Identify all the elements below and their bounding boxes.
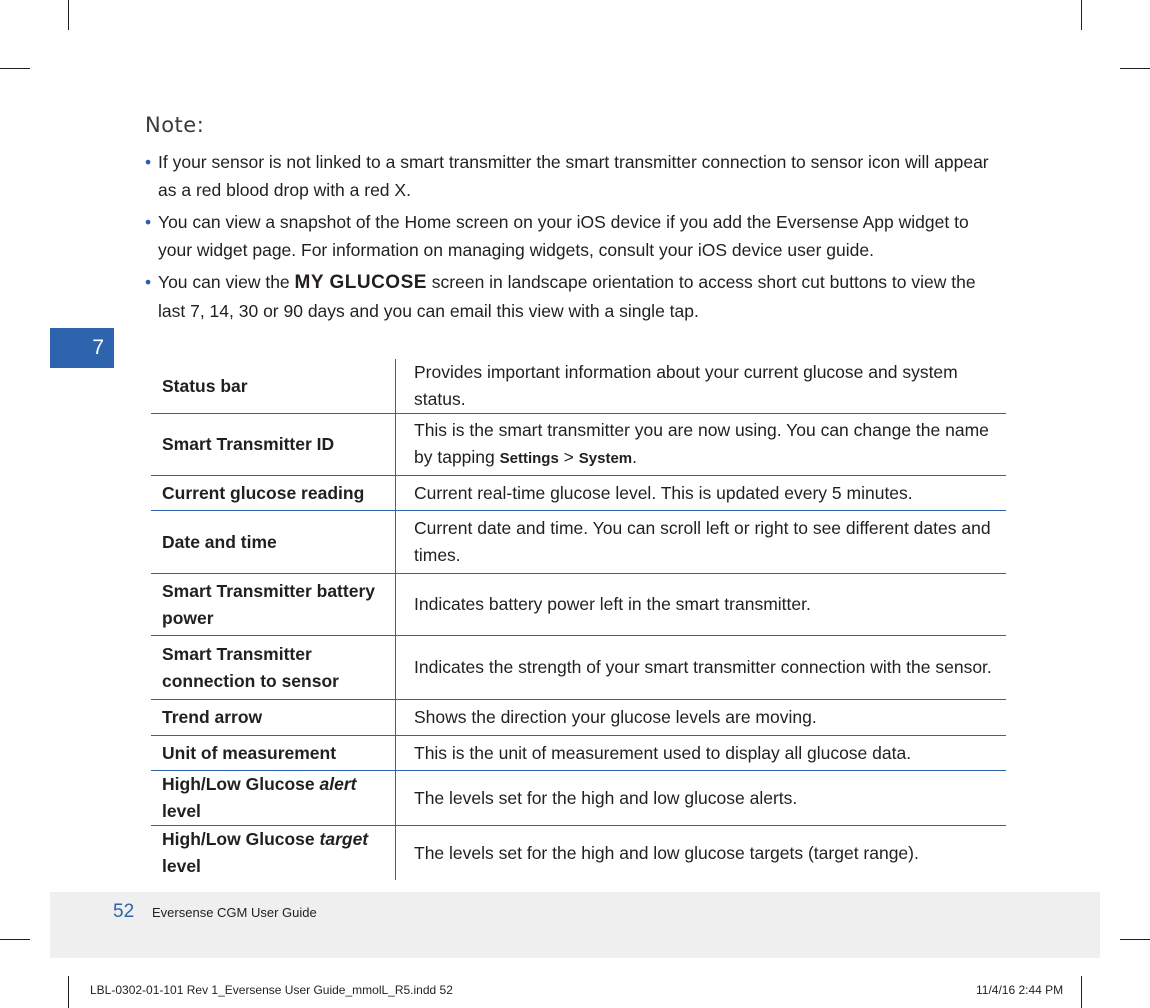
table-row (151, 476, 1006, 511)
crop-mark (0, 939, 30, 940)
table-row (151, 771, 1006, 826)
print-slug-timestamp: 11/4/16 2:44 PM (976, 983, 1064, 997)
page-footer (50, 892, 1100, 958)
note-bullet: • You can view the MY GLUCOSE screen in landscape orientation to access short cut buttons to view the last 7, 14, 30 or 90 days and you can email this view with a single tap. (145, 268, 1005, 325)
crop-mark (1120, 939, 1150, 940)
alert-emphasis: alert (319, 774, 357, 794)
desc-cell: Indicates battery power left in the smart transmitter. (396, 574, 1007, 636)
definition-table (151, 359, 1006, 880)
desc-cell: This is the unit of measurement used to display all glucose data. (396, 736, 1007, 771)
note-bullet: • You can view a snapshot of the Home screen on your iOS device if you add the Eversense App widget to your widget page. For information on managing widgets, consult your iOS device user guide. (145, 208, 1005, 264)
page-number: 52 (113, 901, 135, 922)
my-glucose-label: MY GLUCOSE (294, 272, 427, 293)
term-cell: Trend arrow (151, 700, 396, 736)
system-label: System (578, 450, 633, 467)
table-row (151, 700, 1006, 736)
term-cell: Smart Transmitter connection to sensor (151, 636, 396, 700)
table-row (151, 574, 1006, 636)
note-bullets (145, 148, 1005, 329)
table-row (151, 736, 1006, 771)
note-bullet: • If your sensor is not linked to a smart transmitter the smart transmitter connection to sensor icon will appear as a red blood drop with a red X. (145, 148, 1005, 204)
term-cell: Date and time (151, 511, 396, 574)
crop-mark (68, 976, 69, 1008)
desc-cell: The levels set for the high and low glucose targets (target range). (414, 842, 919, 863)
table-row (151, 826, 1006, 881)
desc-cell: Current date and time. You can scroll left or right to see different dates and times. (396, 511, 1007, 574)
term-cell: High/Low Glucose target level (151, 826, 396, 881)
guide-title: Eversense CGM User Guide (152, 905, 317, 920)
crop-mark (68, 0, 69, 30)
table-row (151, 414, 1006, 476)
table-row (151, 636, 1006, 700)
table-row (151, 359, 1006, 414)
desc-cell: Provides important information about your current glucose and system status. (396, 359, 1007, 414)
target-emphasis: target (319, 829, 369, 849)
term-cell: Smart Transmitter ID (151, 414, 396, 476)
chapter-number: 7 (92, 336, 104, 359)
term-cell: Smart Transmitter battery power (151, 574, 396, 636)
crop-mark (1081, 976, 1082, 1008)
settings-label: Settings (499, 450, 559, 467)
bullet-dot-icon: • (145, 152, 152, 172)
bullet-dot-icon: • (145, 212, 152, 232)
table-row (151, 511, 1006, 574)
chapter-tab (50, 328, 114, 368)
desc-cell: The levels set for the high and low glucose alerts. (396, 771, 1007, 826)
term-cell: High/Low Glucose alert level (151, 771, 396, 826)
desc-cell: This is the smart transmitter you are now using. You can change the name by tapping Settings > System. (396, 414, 1007, 476)
crop-mark (1120, 68, 1150, 69)
term-cell: Unit of measurement (151, 736, 396, 771)
crop-mark (1081, 0, 1082, 30)
desc-cell: Indicates the strength of your smart transmitter connection with the sensor. (396, 636, 1007, 700)
desc-cell: Current real-time glucose level. This is updated every 5 minutes. (396, 476, 1007, 511)
crop-mark (0, 68, 30, 69)
print-slug-file: LBL-0302-01-101 Rev 1_Eversense User Guide_mmolL_R5.indd 52 (90, 983, 453, 997)
term-cell: Status bar (151, 359, 396, 414)
note-title: Note: (145, 113, 205, 137)
term-cell: Current glucose reading (151, 476, 396, 511)
desc-cell: Shows the direction your glucose levels are moving. (396, 700, 1007, 736)
bullet-dot-icon: • (145, 272, 152, 292)
